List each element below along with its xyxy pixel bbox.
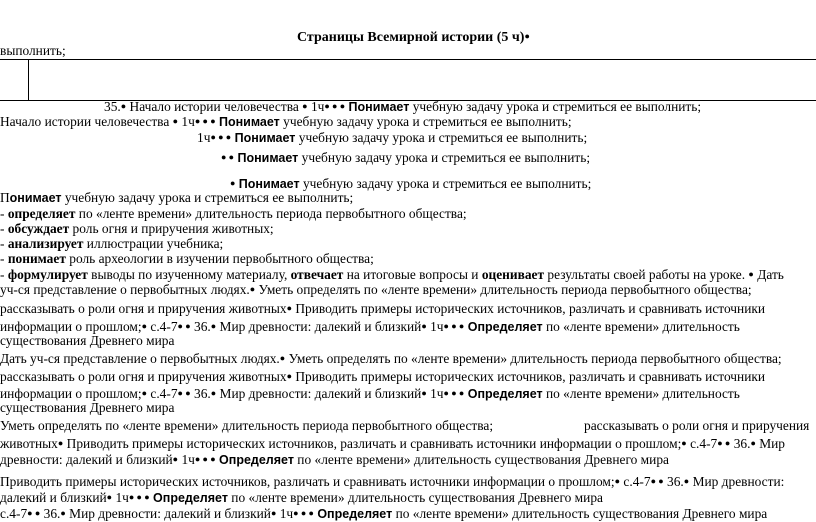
text: рассказывать о роли огня и приручения животных	[0, 369, 287, 384]
text: учебную задачу урока и стремиться ее выполнить;	[298, 150, 591, 165]
content-line-22	[0, 451, 669, 468]
keyword: Определяет	[153, 491, 228, 505]
bullet-icon: ●	[614, 476, 621, 486]
lesson-topic: Мир древности: далекий и близкий	[216, 386, 422, 401]
dash: -	[0, 206, 8, 221]
content-line-13	[0, 300, 765, 317]
bullet-icon: ● ● ●	[194, 454, 216, 464]
keyword: Понимает	[348, 100, 410, 114]
fragment-line: выполнить;	[0, 43, 66, 58]
content-line-4	[221, 149, 590, 166]
dash: -	[0, 251, 8, 266]
bullet-icon: ● ●	[221, 152, 235, 162]
bullet-icon: ●	[172, 454, 179, 464]
keyword: Понимает	[219, 115, 280, 129]
table-border-top	[0, 59, 816, 60]
bullet-icon: ●	[120, 101, 127, 111]
text: Приводить примеры исторических источников, различать и сравнивать источники	[292, 369, 766, 384]
keyword: Определяет	[219, 453, 294, 467]
lesson-topic: Мир древности: далекий и близкий	[216, 319, 422, 334]
content-line-24	[0, 489, 603, 506]
content-line-23	[0, 473, 784, 490]
bullet-icon: ●	[172, 116, 179, 126]
bullet-icon: ●	[230, 178, 236, 188]
content-line-19: существования Древнего мира	[0, 400, 175, 415]
text: по «ленте времени» длительность существования Древнего мира	[227, 490, 603, 505]
lesson-topic: Начало истории человечества	[0, 114, 173, 129]
bullet-icon: ●	[106, 492, 113, 502]
keyword: Понимает	[237, 151, 299, 165]
bullet-icon: ●	[60, 508, 66, 518]
pages: с.4-7	[147, 386, 178, 401]
text: по «ленте времени» длительность	[542, 386, 740, 401]
text: информации о прошлом;	[0, 319, 142, 334]
lesson-topic: далекий и близкий	[0, 490, 107, 505]
pages: с.4-7	[147, 319, 178, 334]
bullet-icon: ●	[683, 476, 690, 486]
text: выводы по изученному материалу,	[87, 267, 291, 282]
text: по «ленте времени» длительность	[542, 319, 740, 334]
hours: 1ч	[197, 130, 211, 145]
content-line-12	[0, 281, 752, 298]
content-line-17	[0, 368, 765, 385]
bullet-icon: ● ● ●	[293, 508, 314, 518]
keyword: Определяет	[467, 387, 543, 401]
bullet-icon: ● ●	[650, 476, 664, 486]
bullet-icon: ●	[748, 269, 754, 279]
content-line-2	[0, 113, 572, 130]
content-line-10	[0, 251, 374, 267]
bullet-icon: ●	[421, 388, 427, 398]
bullet-icon: ●	[302, 101, 308, 111]
text: учебную задачу урока и стремиться ее выполнить;	[279, 114, 572, 129]
hours: 1ч	[276, 506, 294, 521]
content-line-15: существования Древнего мира	[0, 333, 175, 348]
text: учебную задачу урока и стремиться ее выполнить;	[409, 99, 702, 114]
text: Дать	[753, 267, 784, 282]
bullet-icon: ● ●	[717, 438, 731, 448]
content-line-8	[0, 221, 274, 237]
lesson-topic: древности: далекий и близкий	[0, 452, 173, 467]
text: Дать уч-ся представление о первобытных людях.	[0, 351, 280, 366]
lesson-number: 36.	[663, 474, 684, 489]
text: Мир древности:	[689, 474, 785, 489]
text: П	[0, 190, 10, 205]
text: учебную задачу урока и стремиться ее выполнить;	[61, 190, 354, 205]
bullet-icon: ●	[750, 438, 756, 448]
text: по «ленте времени» длительность существования Древнего мира	[392, 506, 768, 521]
keyword: оценивает	[481, 267, 545, 282]
bullet-icon: ●	[141, 388, 148, 398]
pages: с.4-7	[620, 474, 651, 489]
bullet-icon: ●	[141, 321, 148, 331]
content-line-25	[0, 505, 767, 522]
lesson-number: 36.	[190, 319, 211, 334]
lesson-topic: Мир древности: далекий и близкий	[65, 506, 271, 521]
bullet-icon: ● ●	[177, 321, 191, 331]
content-line-7	[0, 206, 467, 222]
keyword: Определяет	[467, 320, 543, 334]
text: Уметь определять по «ленте времени» длительность периода первобытного общества;	[0, 418, 494, 433]
table-cell-left	[0, 60, 29, 100]
text: результаты своей работы на уроке.	[544, 267, 749, 282]
dash: -	[0, 267, 8, 282]
keyword: отвечает	[290, 267, 344, 282]
dash: -	[0, 221, 8, 236]
hours: 1ч	[112, 490, 129, 505]
keyword: определяет	[7, 206, 76, 221]
pages: с.4-7	[686, 436, 718, 451]
text: Приводить примеры исторических источников, различать и сравнивать источники информации о прошлом;	[63, 436, 682, 451]
content-line-20	[0, 418, 493, 434]
hours: 1ч	[178, 114, 195, 129]
lesson-number: 36.	[190, 386, 211, 401]
hours: 1ч	[426, 319, 444, 334]
keyword: формулирует	[7, 267, 88, 282]
keyword: онимает	[9, 191, 62, 205]
hours: 1ч	[426, 386, 444, 401]
dash: -	[0, 236, 8, 251]
bullet-icon: ●	[681, 438, 687, 448]
bullet-icon: ● ● ●	[324, 101, 346, 111]
content-line-16	[0, 350, 782, 367]
table-cell-divider	[28, 60, 31, 100]
bullet-icon: ●	[286, 303, 293, 313]
text: Уметь определять по «ленте времени» длительность периода первобытного общества;	[285, 351, 782, 366]
bullet-icon: ●	[210, 321, 217, 331]
content-line-3	[197, 129, 587, 146]
bullet-icon: ● ●	[177, 388, 191, 398]
text: иллюстрации учебника;	[83, 236, 224, 251]
text: животных	[0, 436, 58, 451]
text: Приводить примеры исторических источников, различать и сравнивать источники информации о прошлом;	[0, 474, 615, 489]
lesson-number: 36.	[40, 506, 61, 521]
bullet-icon: ● ● ●	[128, 492, 150, 502]
bullet-icon: ● ● ●	[443, 321, 465, 331]
bullet-icon: ●	[286, 371, 293, 381]
content-line-20b: рассказывать о роли огня и приручения	[584, 418, 810, 433]
hours: 1ч	[307, 99, 325, 114]
bullet-icon: ●	[210, 388, 217, 398]
text: рассказывать о роли огня и приручения животных	[0, 301, 287, 316]
text: уч-ся представление о первобытных людях.	[0, 282, 250, 297]
text: по «ленте времени» длительность существования Древнего мира	[293, 452, 669, 467]
bullet-icon: ● ● ●	[194, 116, 216, 126]
bullet-icon: ●	[270, 508, 277, 518]
pages: с.4-7	[0, 506, 28, 521]
lesson-number: 36.	[730, 436, 751, 451]
text: Уметь определять по «ленте времени» длительность периода первобытного общества;	[255, 282, 752, 297]
content-line-21	[0, 435, 785, 452]
keyword: анализирует	[7, 236, 84, 251]
bullet-icon: ●	[421, 321, 427, 331]
content-line-6	[0, 190, 353, 206]
page-title	[297, 28, 530, 46]
title-text: Страницы Всемирной истории (5 ч)	[297, 30, 525, 45]
text: учебную задачу урока и стремиться ее выполнить;	[295, 130, 588, 145]
keyword: Определяет	[317, 507, 393, 521]
text: роль археологии в изучении первобытного общества;	[65, 251, 374, 266]
bullet-icon: ● ● ●	[443, 388, 465, 398]
bullet-icon: ● ● ●	[210, 132, 232, 142]
keyword: Понимает	[238, 177, 300, 191]
text: на итоговые вопросы и	[343, 267, 482, 282]
text: Приводить примеры исторических источников, различать и сравнивать источники	[292, 301, 766, 316]
bullet-icon: ●	[279, 353, 286, 363]
lesson-topic: Начало истории человечества	[126, 99, 303, 114]
keyword: понимает	[7, 251, 66, 266]
text: информации о прошлом;	[0, 386, 142, 401]
text: роль огня и приручения животных;	[69, 221, 274, 236]
bullet-icon: ● ●	[27, 508, 41, 518]
bullet-icon: ●	[57, 438, 64, 448]
keyword: обсуждает	[7, 221, 70, 236]
bullet-icon: ●	[524, 31, 530, 41]
hours: 1ч	[178, 452, 195, 467]
text: Мир	[755, 436, 786, 451]
lesson-number: 35.	[104, 99, 121, 114]
content-line-9	[0, 236, 223, 252]
keyword: Понимает	[234, 131, 296, 145]
text: учебную задачу урока и стремиться ее выполнить;	[299, 176, 592, 191]
bullet-icon: ●	[249, 284, 256, 294]
text: по «ленте времени» длительность периода первобытного общества;	[75, 206, 467, 221]
